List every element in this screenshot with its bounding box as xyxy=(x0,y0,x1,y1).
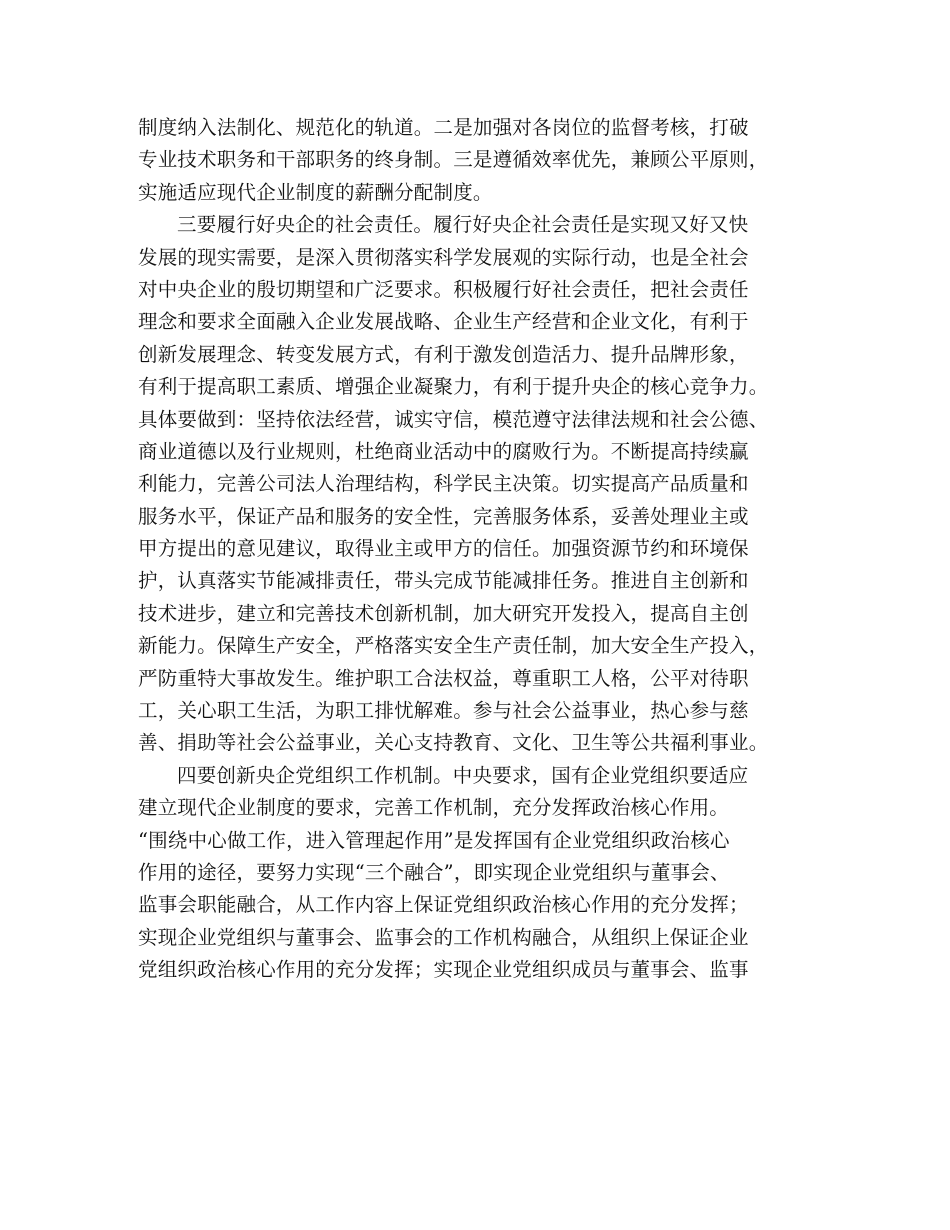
text-line: 工，关心职工生活，为职工排忧解难。参与社会公益事业，热心参与慈 xyxy=(138,699,749,723)
text-line: 作用的途径，要努力实现“三个融合”，即实现企业党组织与董事会、 xyxy=(138,860,730,884)
document-body xyxy=(138,112,828,987)
text-line: 创新发展理念、转变发展方式，有利于激发创造活力、提升品牌形象， xyxy=(138,342,749,366)
text-line: 严防重特大事故发生。维护职工合法权益，尊重职工人格，公平对待职 xyxy=(138,666,749,690)
text-line: 监事会职能融合，从工作内容上保证党组织政治核心作用的充分发挥； xyxy=(138,893,749,917)
text-line: 善、捐助等社会公益事业，关心支持教育、文化、卫生等公共福利事业。 xyxy=(138,731,769,755)
text-line: 利能力，完善公司法人治理结构，科学民主决策。切实提高产品质量和 xyxy=(138,472,749,496)
text-line: “围绕中心做工作，进入管理起作用”是发挥国有企业党组织政治核心 xyxy=(138,828,730,852)
text-line: 四要创新央企党组织工作机制。中央要求，国有企业党组织要适应 xyxy=(177,763,749,787)
text-line: 技术进步，建立和完善技术创新机制，加大研究开发投入，提高自主创 xyxy=(138,601,749,625)
text-line: 建立现代企业制度的要求，完善工作机制，充分发挥政治核心作用。 xyxy=(138,796,730,820)
text-line: 服务水平，保证产品和服务的安全性，完善服务体系，妥善处理业主或 xyxy=(138,504,749,528)
text-line: 制度纳入法制化、规范化的轨道。二是加强对各岗位的监督考核，打破 xyxy=(138,116,749,139)
text-line: 护，认真落实节能减排责任，带头完成节能减排任务。推进自主创新和 xyxy=(138,569,749,593)
text-line: 实施适应现代企业制度的薪酬分配制度。 xyxy=(138,180,493,204)
text-line: 具体要做到：坚持依法经营，诚实守信，模范遵守法律法规和社会公德、 xyxy=(138,407,769,431)
text-line: 党组织政治核心作用的充分发挥；实现企业党组织成员与董事会、监事 xyxy=(138,958,749,982)
text-line: 商业道德以及行业规则，杜绝商业活动中的腐败行为。不断提高持续赢 xyxy=(138,439,749,463)
text-line: 实现企业党组织与董事会、监事会的工作机构融合，从组织上保证企业 xyxy=(138,925,749,949)
text-line: 三要履行好央企的社会责任。履行好央企社会责任是实现又好又快 xyxy=(177,213,749,237)
text-line: 甲方提出的意见建议，取得业主或甲方的信任。加强资源节约和环境保 xyxy=(138,537,749,561)
text-line: 发展的现实需要，是深入贯彻落实科学发展观的实际行动，也是全社会 xyxy=(138,245,749,269)
text-line: 新能力。保障生产安全，严格落实安全生产责任制，加大安全生产投入， xyxy=(138,634,769,658)
text-line: 专业技术职务和干部职务的终身制。三是遵循效率优先，兼顾公平原则， xyxy=(138,148,769,172)
text-line: 有利于提高职工素质、增强企业凝聚力，有利于提升央企的核心竞争力。 xyxy=(138,375,769,399)
text-line: 对中央企业的殷切期望和广泛要求。积极履行好社会责任，把社会责任 xyxy=(138,277,749,301)
text-line: 理念和要求全面融入企业发展战略、企业生产经营和企业文化，有利于 xyxy=(138,310,749,334)
